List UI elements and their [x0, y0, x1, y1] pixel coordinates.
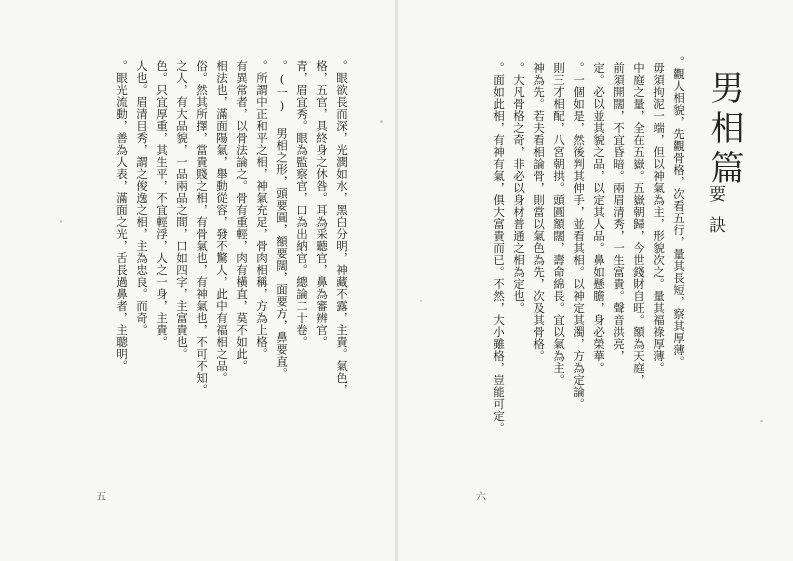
left-column-2: 格，五官，具終身之休咎。耳為采聽官，鼻為審辨官。	[315, 60, 329, 348]
right-column-8: 神為先。若夫看相論骨，則當以氣色為先，次及其骨格。	[532, 62, 546, 362]
left-column-5: 。所謂中正和平之相，神氣充足，骨肉相稱，方為上格。	[255, 60, 269, 360]
right-column-4: 前須開闊，不宜昏暗。兩眉清秀，一生富貴。聲音洪亮，	[612, 62, 626, 362]
scan-speckle	[60, 220, 62, 223]
left-column-4: 。(一) 男相之形，頭要圓，額要闊，面要方，鼻要直。	[275, 60, 289, 380]
left-column-3: 青，眉宜秀。眼為監察官，口為出納官。總論二十卷。	[295, 60, 309, 348]
right-column-9: 。大凡骨格之奇，非必以身材普通之相為定也。	[512, 62, 526, 314]
right-column-10: 。面如此相，有神有氣，俱大富貴而已。不然，大小雖格，豈能可定。	[492, 62, 506, 434]
right-column-1: 。觀人相貌，先觀骨格，次看五行，量其長短，察其厚薄。	[672, 56, 686, 368]
right-column-6: 。一個如是，然後判其伸手，並看其相。以神定其濁，方為定論。	[572, 62, 586, 410]
scan-speckle	[380, 120, 383, 123]
book-gutter	[395, 0, 398, 561]
right-page-number: 六	[476, 492, 486, 503]
left-column-8: 俗。然其所擇，當貴賤之相，有骨氣也，有神氣也，不可不知。	[195, 60, 209, 396]
scan-speckle	[760, 420, 763, 422]
chapter-subtitle: 要訣	[705, 185, 725, 247]
left-column-9: 之人，有大品貌，一品兩品之間，口如四字，主富貴也。	[175, 60, 189, 360]
right-column-5: 定。必以並其貌之品，以定其人品。鼻如懸膽，身必榮華。	[592, 62, 606, 374]
left-column-12: 。眼光流動，善為人表，滿面之光，舌長過鼻者，主聰明。	[115, 60, 129, 372]
scan-speckle	[420, 300, 422, 302]
left-column-10: 色。只宜厚重，其生平，不宜輕浮，人之一身，主貴。	[155, 60, 169, 348]
left-column-7: 相法也，滿面陽氣，舉動從容，發不驚人，此中有福相之品。	[215, 60, 229, 384]
left-column-11: 人也。眉清目秀，謂之俊逸之相，主為忠良。而奇。	[135, 60, 149, 336]
right-column-2: 毋須拘泥一端，但以神氣為主，形貌次之。量其福祿厚薄。	[652, 62, 666, 374]
right-column-3: 中庭之量，全在五嶽。五嶽朝歸，今世錢財自旺。額為天庭，	[632, 62, 646, 386]
right-column-7: 則三才相配，八宮朝拱。頭圓額闊，壽命綿長。宜以氣為主。	[552, 62, 566, 386]
left-column-1: 。眼欲長而深，光潤如水，黑白分明，神藏不露，主貴。氣色，	[335, 60, 349, 396]
chapter-title: 男相篇	[704, 70, 744, 190]
left-page-number: 五	[96, 492, 106, 503]
left-column-6: 有異常者，以骨法論之。骨有重輕，肉有橫直，莫不如此。	[235, 60, 249, 372]
